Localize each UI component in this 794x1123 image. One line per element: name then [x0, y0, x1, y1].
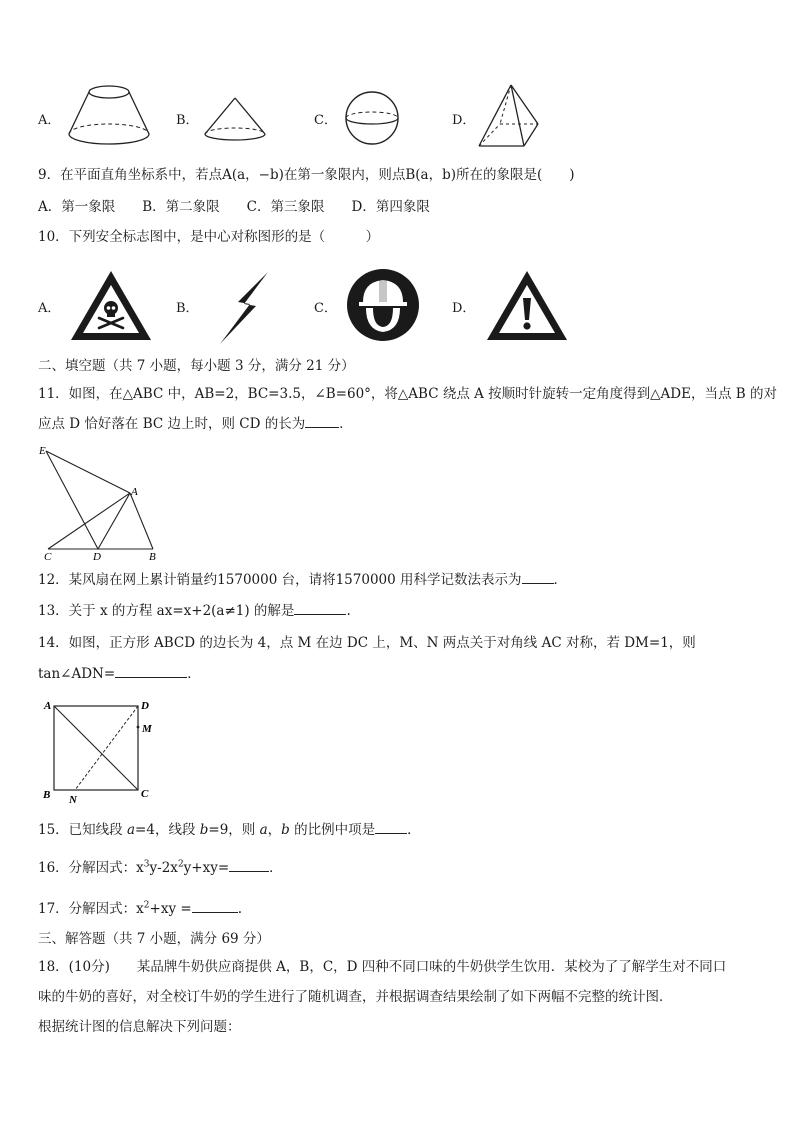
q11-line-2-end: ． [339, 416, 353, 432]
q18-line-2: 味的牛奶的喜好，对全校订牛奶的学生进行了随机调查，并根据调查结果绘制了如下两幅不完整的统计图． [38, 989, 673, 1005]
q8-option-d-label: D． [452, 113, 476, 128]
q15-answer-blank[interactable] [375, 821, 407, 834]
poison-warning-icon [68, 268, 154, 344]
q11-line-2 [38, 415, 353, 433]
q11-line-2-text: 应点 D 恰好落在 BC 边上时，则 CD 的长为 [38, 416, 306, 432]
q15-text-4: ， [267, 822, 282, 838]
q18-line-3: 根据统计图的信息解决下列问题： [38, 1019, 241, 1035]
label-e: E [39, 445, 46, 457]
q15-text-1: 15．已知线段 [38, 822, 127, 838]
q13-end: . [346, 603, 351, 619]
q15-text-5: 的比例中项是 [289, 822, 376, 838]
label-d: D [141, 700, 149, 712]
q9-options: A．第一象限 B．第二象限 C．第三象限 D．第四象限 [38, 199, 430, 215]
section-2-title: 二、填空题（共 7 小题，每小题 3 分，满分 21 分） [38, 358, 355, 374]
q11-line-1: 11．如图，在△ABC 中，AB=2，BC=3.5，∠B=60°，将△ABC 绕点 A 按顺时针旋转一定角度得到△ADE，当点 B 的对 [38, 386, 777, 402]
q15-var-b: b [199, 822, 209, 838]
cone-figure [202, 96, 268, 146]
section-3-title: 三、解答题（共 7 小题，满分 69 分） [38, 931, 270, 947]
q12-line [38, 571, 567, 589]
q17-text-2: +xy = [149, 901, 192, 917]
exclamation-warning-icon [484, 268, 570, 344]
q15-text-3: =9，则 [208, 822, 260, 838]
q10-option-c-label: C． [314, 301, 337, 316]
q17-text-1: 17．分解因式：x [38, 901, 144, 917]
q14-answer-blank[interactable] [115, 665, 187, 678]
q13-answer-blank[interactable] [294, 602, 346, 615]
q12-end: ． [553, 572, 568, 588]
q15-var-a: a [126, 822, 136, 838]
q10-option-b-label: B． [176, 301, 199, 316]
q14-line-2 [38, 665, 201, 683]
q15-var-b-2: b [281, 822, 290, 838]
q14-square-figure [40, 696, 170, 808]
q14-line-1: 14．如图，正方形 ABCD 的边长为 4，点 M 在边 DC 上，M、N 两点关于对角线 AC 对称，若 DM=1，则 [38, 635, 696, 651]
q15-text-2: =4，线段 [135, 822, 200, 838]
label-c: C [141, 788, 149, 800]
q8-option-a-label: A． [38, 113, 61, 128]
q16-text-1: 16．分解因式：x [38, 860, 144, 876]
q13-line [38, 602, 351, 620]
q17-end: . [237, 901, 242, 917]
q8-option-c-label: C． [314, 113, 337, 128]
q14-end: ． [187, 666, 201, 682]
lightning-bolt-icon [216, 270, 272, 346]
q12-text: 12．某风扇在网上累计销量约1570000 台，请将1570000 用科学记数法表示为 [38, 572, 522, 588]
q15-line [38, 821, 421, 839]
q18-line-1: 18．(10分) 某品牌牛奶供应商提供 A，B，C，D 四种不同口味的牛奶供学生饮用．某校为了了解学生对不同口 [38, 959, 727, 975]
q17-line [38, 900, 242, 918]
sphere-figure [344, 90, 400, 146]
q17-answer-blank[interactable] [192, 900, 238, 913]
q17-exp-1: 2 [143, 900, 150, 911]
q15-var-a-2: a [259, 822, 268, 838]
q8-option-b-label: B． [176, 113, 199, 128]
q10-option-d-label: D． [452, 301, 476, 316]
q9-stem: 9．在平面直角坐标系中，若点A(a，−b)在第一象限内，则点B(a，b)所在的象限是( ) [38, 167, 575, 183]
q11-answer-blank[interactable] [305, 415, 339, 428]
q16-text-2: y-2x [149, 860, 178, 876]
label-a: A [131, 486, 138, 498]
frustum-figure [64, 80, 154, 150]
safety-helmet-icon [346, 268, 420, 342]
q11-triangle-figure [38, 443, 168, 563]
q10-option-a-label: A． [38, 301, 61, 316]
q16-exp-2: 2 [177, 859, 184, 870]
label-m: M [142, 723, 152, 735]
q16-exp-1: 3 [143, 859, 150, 870]
q16-answer-blank[interactable] [229, 859, 269, 872]
q16-text-3: y+xy= [183, 860, 230, 876]
label-b: B [149, 551, 156, 563]
label-a: A [44, 700, 52, 712]
q16-end: ． [269, 860, 283, 876]
q12-answer-blank[interactable] [522, 571, 554, 584]
label-d: D [93, 551, 101, 563]
q13-text: 13．关于 x 的方程 ax=x+2(a≠1) 的解是 [38, 603, 295, 619]
label-n: N [69, 794, 77, 806]
label-c: C [44, 551, 52, 563]
pyramid-figure [476, 82, 542, 152]
q16-line [38, 859, 283, 877]
label-b: B [43, 789, 51, 801]
q14-line-2-text: tan∠ADN= [38, 666, 116, 682]
q15-end: ． [407, 822, 421, 838]
q10-stem: 10．下列安全标志图中，是中心对称图形的是（ ） [38, 229, 380, 245]
